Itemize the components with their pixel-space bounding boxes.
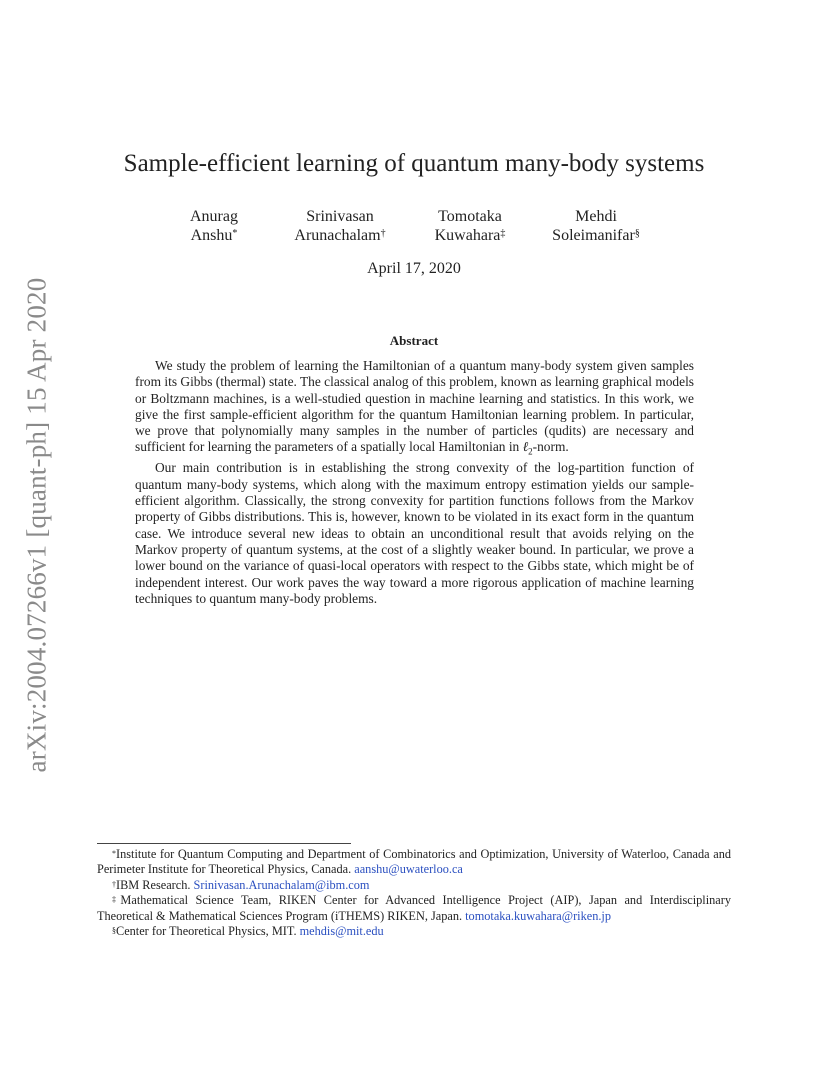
footnote-3: ‡Mathematical Science Team, RIKEN Center for Advanced Intelligence Project (AIP), Japan and Interdisciplinary Theoretical & Mathematical Sciences Program (iTHEMS) RIKEN, Japan. tomotaka.kuwahara@riken.jp <box>97 893 731 923</box>
arxiv-identifier: arXiv:2004.07266v1 [quant-ph] 15 Apr 2020 <box>21 277 52 773</box>
abstract-paragraph-2: Our main contribution is in establishing the strong convexity of the log-partition function of quantum many-body systems, which along with the maximum entropy estimation yields our sample-efficient algorithm. Classically, the strong convexity for partition functions follows from the Markov property of Gibbs distributions. This is, however, known to be violated in its exact form in the quantum case. We introduce several new ideas to obtain an unconditional result that avoids relying on the Markov property of quantum systems, at the cost of a slightly weaker bound. In particular, we prove a lower bound on the variance of quasi-local operators with respect to the Gibbs state, which might be of independent interest. Our work paves the way toward a more rigorous application of machine learning techniques to quantum many-body problems. <box>135 460 694 606</box>
author-first-name: Anurag <box>190 208 238 225</box>
author-4 <box>540 207 652 245</box>
author-last-name: Arunachalam <box>294 227 381 244</box>
author-last-name: Kuwahara <box>434 227 501 244</box>
author-footnote-mark: § <box>634 228 640 239</box>
paper-title: Sample-efficient learning of quantum many-body systems <box>123 150 705 177</box>
abstract-body <box>135 358 694 607</box>
author-2 <box>278 207 402 245</box>
email-link[interactable]: Srinivasan.Arunachalam@ibm.com <box>193 877 370 892</box>
footnote-mark: † <box>112 879 116 889</box>
footnote-rule <box>97 843 351 844</box>
footnote-4: §Center for Theoretical Physics, MIT. mehdis@mit.edu <box>112 924 384 939</box>
footnote-1: *Institute for Quantum Computing and Department of Combinatorics and Optimization, University of Waterloo, Canada and Perimeter Institute for Theoretical Physics, Canada. aanshu@uwaterloo.ca <box>97 847 731 877</box>
footnote-mark: § <box>112 926 116 936</box>
footnotes <box>97 847 731 939</box>
footnote-mark: * <box>112 849 116 858</box>
email-link[interactable]: tomotaka.kuwahara@riken.jp <box>465 908 611 923</box>
author-first-name: Tomotaka <box>438 208 502 225</box>
norm-subscript: 2 <box>528 447 533 458</box>
norm-symbol: ℓ <box>522 439 529 455</box>
author-last-name: Anshu <box>190 227 233 244</box>
abstract-heading: Abstract <box>389 333 439 348</box>
author-first-name: Srinivasan <box>306 208 374 225</box>
author-footnote-mark: * <box>232 228 238 239</box>
email-link[interactable]: mehdis@mit.edu <box>299 924 384 939</box>
author-footnote-mark: ‡ <box>500 228 506 239</box>
footnote-mark: ‡ <box>112 895 121 905</box>
author-1 <box>172 207 256 245</box>
author-footnote-mark: † <box>380 228 386 239</box>
abstract-paragraph-1: We study the problem of learning the Hamiltonian of a quantum many-body system given samples from its Gibbs (thermal) state. The classical analog of this problem, known as learning graphical models or Boltzmann machines, is a well-studied question in machine learning and statistics. In this work, we give the first sample-efficient algorithm for the quantum Hamiltonian learning problem. In particular, we prove that polynomially many samples in the number of particles (qudits) are necessary and sufficient for learning the parameters of a spatially local Hamiltonian in ℓ$_2$-norm. <box>135 358 694 458</box>
author-last-name: Soleimanifar <box>552 227 635 244</box>
author-first-name: Mehdi <box>575 208 617 225</box>
footnote-2: †IBM Research. Srinivasan.Arunachalam@ibm.com <box>112 877 370 892</box>
author-3 <box>422 207 518 245</box>
email-link[interactable]: aanshu@uwaterloo.ca <box>354 862 463 877</box>
paper-date: April 17, 2020 <box>367 260 461 277</box>
